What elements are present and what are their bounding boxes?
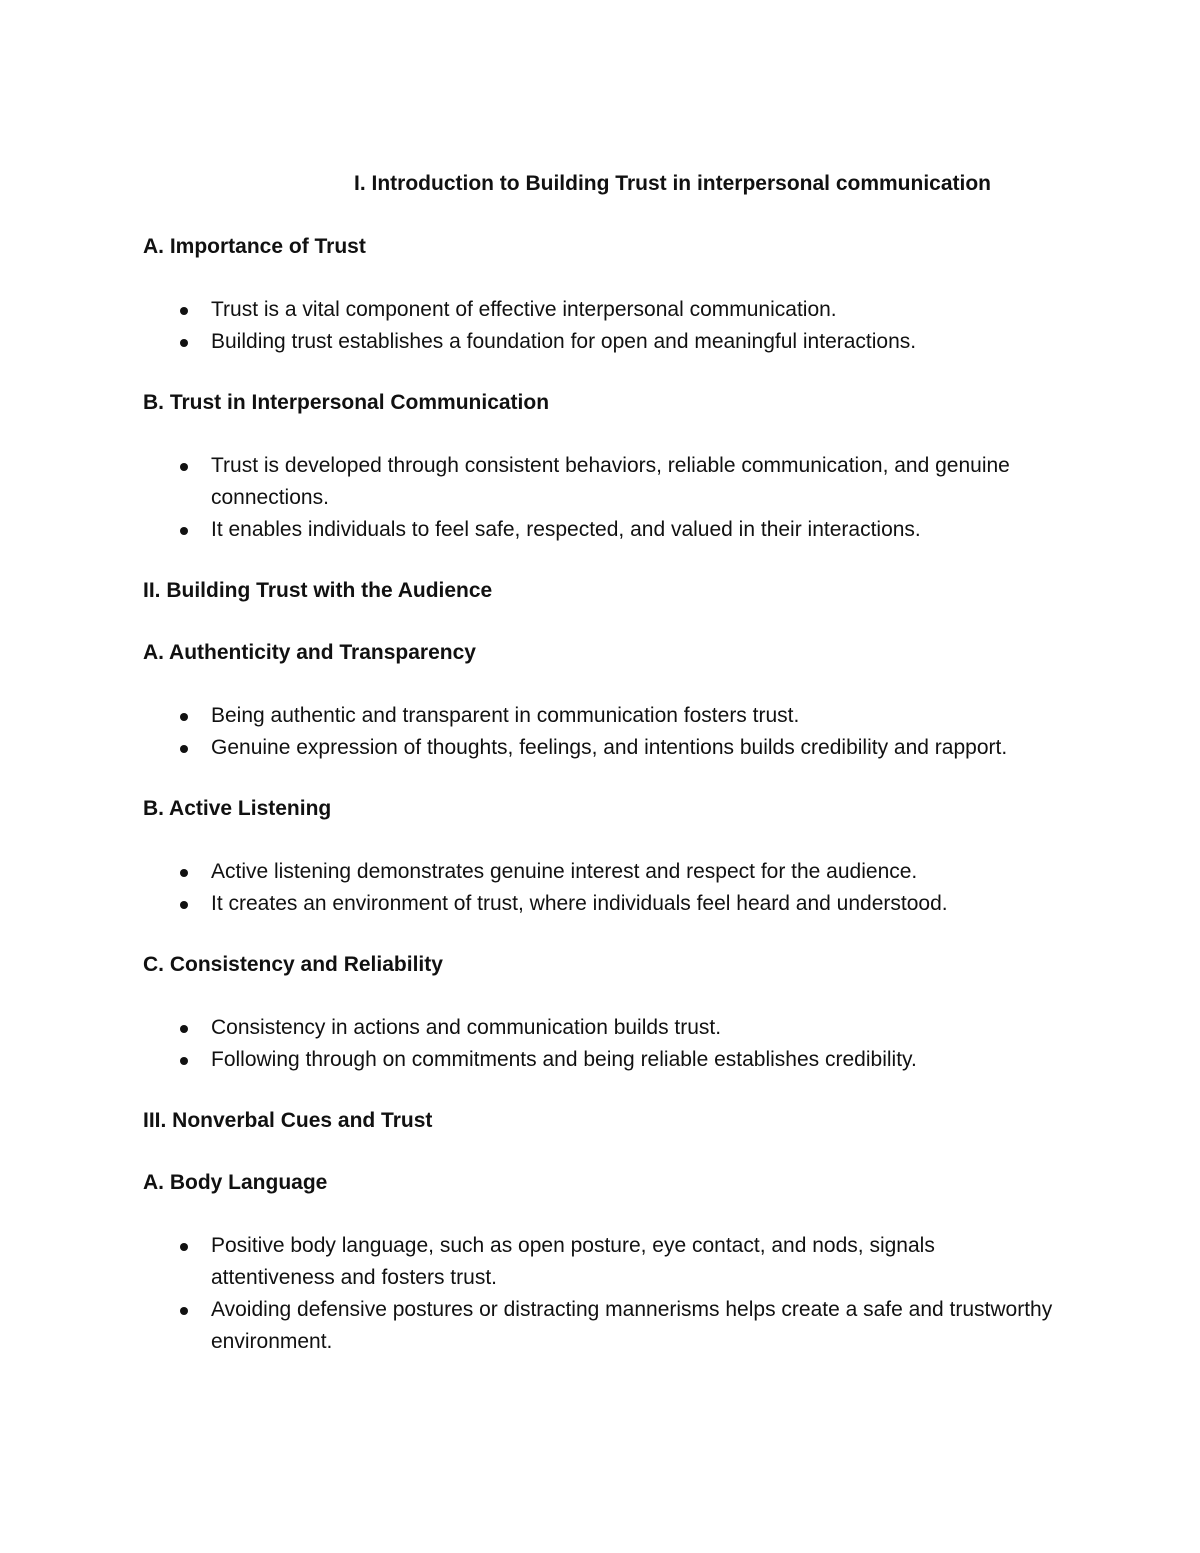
list-item-text: Building trust establishes a foundation for open and meaningful interactions. bbox=[211, 330, 917, 353]
section-heading: A. Authenticity and Transparency bbox=[143, 641, 476, 664]
list-item bbox=[143, 1294, 1063, 1358]
bullet-icon bbox=[180, 527, 188, 535]
bullet-icon bbox=[180, 901, 188, 909]
list-item-text: It enables individuals to feel safe, respected, and valued in their interactions. bbox=[211, 518, 921, 541]
bullet-icon bbox=[180, 463, 188, 471]
list-item bbox=[143, 856, 1063, 888]
list-item-text: It creates an environment of trust, where individuals feel heard and understood. bbox=[211, 892, 948, 915]
section-heading: A. Body Language bbox=[143, 1171, 328, 1194]
document-title: I. Introduction to Building Trust in interpersonal communication bbox=[354, 172, 992, 195]
bullet-icon bbox=[180, 869, 188, 877]
list-item-text: Avoiding defensive postures or distracting mannerisms helps create a safe and trustworthy environment. bbox=[211, 1298, 1053, 1353]
list-item-text: Following through on commitments and being reliable establishes credibility. bbox=[211, 1048, 917, 1071]
list-item-text: Positive body language, such as open posture, eye contact, and nods, signals attentiveness and fosters trust. bbox=[211, 1234, 935, 1289]
bullet-list bbox=[143, 294, 1063, 358]
bullet-icon bbox=[180, 1243, 188, 1251]
list-item bbox=[143, 514, 1063, 546]
list-item-text: Trust is developed through consistent behaviors, reliable communication, and genuine connections. bbox=[211, 454, 1010, 509]
section-heading: II. Building Trust with the Audience bbox=[143, 579, 493, 602]
bullet-list bbox=[143, 1230, 1063, 1358]
section-heading: B. Active Listening bbox=[143, 797, 332, 820]
bullet-icon bbox=[180, 1307, 188, 1315]
list-item bbox=[143, 732, 1063, 764]
list-item bbox=[143, 700, 1063, 732]
list-item-text: Active listening demonstrates genuine interest and respect for the audience. bbox=[211, 860, 918, 883]
list-item-text: Trust is a vital component of effective interpersonal communication. bbox=[211, 298, 837, 321]
list-item bbox=[143, 450, 1063, 514]
list-item bbox=[143, 294, 1063, 326]
document-body bbox=[143, 232, 1063, 1388]
list-item bbox=[143, 1230, 1063, 1294]
list-item bbox=[143, 1012, 1063, 1044]
section-heading: A. Importance of Trust bbox=[143, 235, 366, 258]
bullet-list bbox=[143, 700, 1063, 764]
list-item-text: Consistency in actions and communication builds trust. bbox=[211, 1016, 722, 1039]
bullet-icon bbox=[180, 307, 188, 315]
list-item bbox=[143, 326, 1063, 358]
bullet-icon bbox=[180, 1057, 188, 1065]
list-item bbox=[143, 888, 1063, 920]
bullet-list bbox=[143, 1012, 1063, 1076]
bullet-icon bbox=[180, 339, 188, 347]
bullet-icon bbox=[180, 745, 188, 753]
bullet-list bbox=[143, 450, 1063, 546]
bullet-icon bbox=[180, 1025, 188, 1033]
list-item-text: Genuine expression of thoughts, feelings, and intentions builds credibility and rapport. bbox=[211, 736, 1008, 759]
list-item bbox=[143, 1044, 1063, 1076]
section-heading: III. Nonverbal Cues and Trust bbox=[143, 1109, 433, 1132]
section-heading: B. Trust in Interpersonal Communication bbox=[143, 391, 550, 414]
bullet-icon bbox=[180, 713, 188, 721]
list-item-text: Being authentic and transparent in communication fosters trust. bbox=[211, 704, 800, 727]
section-heading: C. Consistency and Reliability bbox=[143, 953, 443, 976]
bullet-list bbox=[143, 856, 1063, 920]
